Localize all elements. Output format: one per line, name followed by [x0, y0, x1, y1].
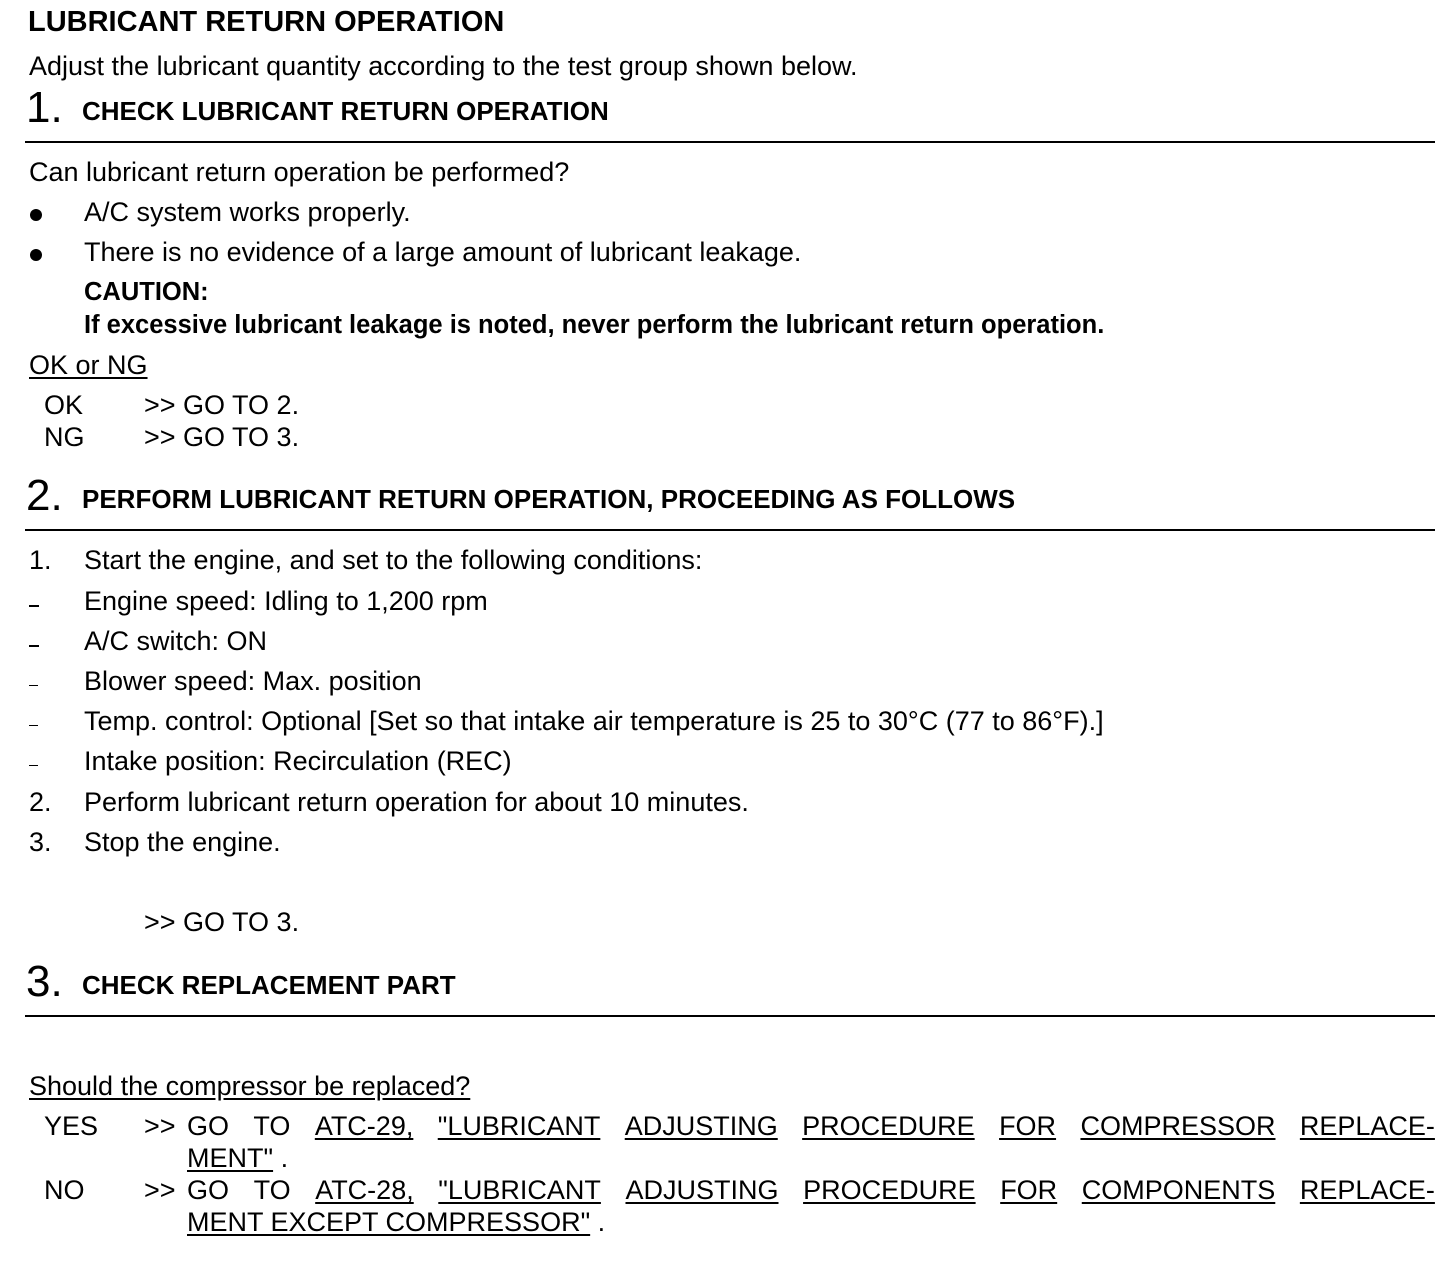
- bullet-icon: [30, 249, 42, 261]
- dash-icon: [29, 725, 38, 726]
- go-to-text: GO: [187, 1111, 230, 1141]
- atc-29-link[interactable]: MENT": [187, 1143, 274, 1173]
- caution-text: If excessive lubricant leakage is noted, never perform the lubricant return operation.: [84, 311, 1105, 339]
- step-1-question: Can lubricant return operation be performed?: [29, 157, 570, 187]
- list-item: Engine speed: Idling to 1,200 rpm: [84, 586, 488, 616]
- list-marker: 3.: [29, 827, 52, 857]
- step-1-result-header: OK or NG: [29, 350, 148, 380]
- go-to-text: GO: [187, 1175, 230, 1205]
- step-1-bullet: A/C system works properly.: [84, 197, 411, 227]
- step-2-divider: [25, 529, 1435, 531]
- list-item: Blower speed: Max. position: [84, 666, 422, 696]
- atc-29-link[interactable]: FOR: [999, 1111, 1057, 1141]
- result-label: OK: [44, 390, 84, 420]
- list-item: Start the engine, and set to the following conditions:: [84, 545, 703, 575]
- result-label: NO: [44, 1175, 85, 1205]
- step-3-number: 3.: [26, 957, 63, 1006]
- list-item: A/C switch: ON: [84, 626, 268, 656]
- atc-28-link[interactable]: MENT EXCEPT COMPRESSOR": [187, 1207, 591, 1237]
- step-3-question: Should the compressor be replaced?: [29, 1071, 471, 1101]
- step-1-divider: [25, 141, 1435, 143]
- atc-29-link[interactable]: PROCEDURE: [802, 1111, 975, 1141]
- result-no-line-2: [187, 1207, 605, 1238]
- bullet-icon: [30, 209, 42, 221]
- result-label: YES: [44, 1111, 99, 1141]
- list-item: Perform lubricant return operation for about 10 minutes.: [84, 787, 749, 817]
- atc-29-link[interactable]: "LUBRICANT: [437, 1111, 601, 1141]
- atc-29-link[interactable]: ATC-29,: [314, 1111, 414, 1141]
- list-item: Intake position: Recirculation (REC): [84, 746, 512, 776]
- result-action[interactable]: >> GO TO 3.: [144, 422, 300, 452]
- result-no-line: [187, 1175, 1435, 1206]
- atc-28-link[interactable]: PROCEDURE: [803, 1175, 976, 1205]
- result-label: NG: [44, 422, 85, 452]
- trailing-period: .: [590, 1207, 606, 1237]
- page-title: LUBRICANT RETURN OPERATION: [28, 6, 505, 38]
- step-3-title: CHECK REPLACEMENT PART: [82, 970, 456, 1000]
- result-arrow: >>: [144, 1175, 176, 1205]
- trailing-period: .: [273, 1143, 289, 1173]
- result-yes-line: [187, 1111, 1435, 1142]
- go-to-text: TO: [253, 1175, 291, 1205]
- atc-28-link[interactable]: COMPONENTS: [1081, 1175, 1276, 1205]
- atc-28-link[interactable]: ATC-28,: [315, 1175, 414, 1205]
- dash-icon: [29, 645, 39, 647]
- atc-29-link[interactable]: COMPRESSOR: [1080, 1111, 1276, 1141]
- caution-label: CAUTION:: [84, 278, 209, 306]
- list-marker: 1.: [29, 545, 52, 575]
- step-3-divider: [25, 1015, 1435, 1017]
- dash-icon: [29, 605, 39, 607]
- result-yes-line-2: [187, 1143, 288, 1174]
- dash-icon: [29, 765, 38, 766]
- atc-28-link[interactable]: FOR: [1000, 1175, 1058, 1205]
- dash-icon: [29, 685, 38, 686]
- step-1-title: CHECK LUBRICANT RETURN OPERATION: [82, 96, 609, 126]
- intro-text: Adjust the lubricant quantity according to the test group shown below.: [29, 51, 858, 81]
- result-action[interactable]: >> GO TO 2.: [144, 390, 300, 420]
- step-1-bullet: There is no evidence of a large amount of lubricant leakage.: [84, 237, 802, 267]
- go-to-text: TO: [253, 1111, 291, 1141]
- list-marker: 2.: [29, 787, 52, 817]
- atc-29-link[interactable]: ADJUSTING: [624, 1111, 778, 1141]
- atc-29-link[interactable]: REPLACE-: [1299, 1111, 1435, 1141]
- result-arrow: >>: [144, 1111, 176, 1141]
- step-2-next-action[interactable]: >> GO TO 3.: [144, 907, 300, 937]
- step-2-number: 2.: [26, 471, 63, 520]
- atc-28-link[interactable]: REPLACE-: [1299, 1175, 1435, 1205]
- step-1-number: 1.: [26, 83, 63, 132]
- step-2-title: PERFORM LUBRICANT RETURN OPERATION, PROCEEDING AS FOLLOWS: [82, 484, 1016, 514]
- list-item: Stop the engine.: [84, 827, 281, 857]
- list-item: Temp. control: Optional [Set so that intake air temperature is 25 to 30°C (77 to 86°F).]: [84, 706, 1104, 736]
- atc-28-link[interactable]: ADJUSTING: [625, 1175, 779, 1205]
- atc-28-link[interactable]: "LUBRICANT: [438, 1175, 601, 1205]
